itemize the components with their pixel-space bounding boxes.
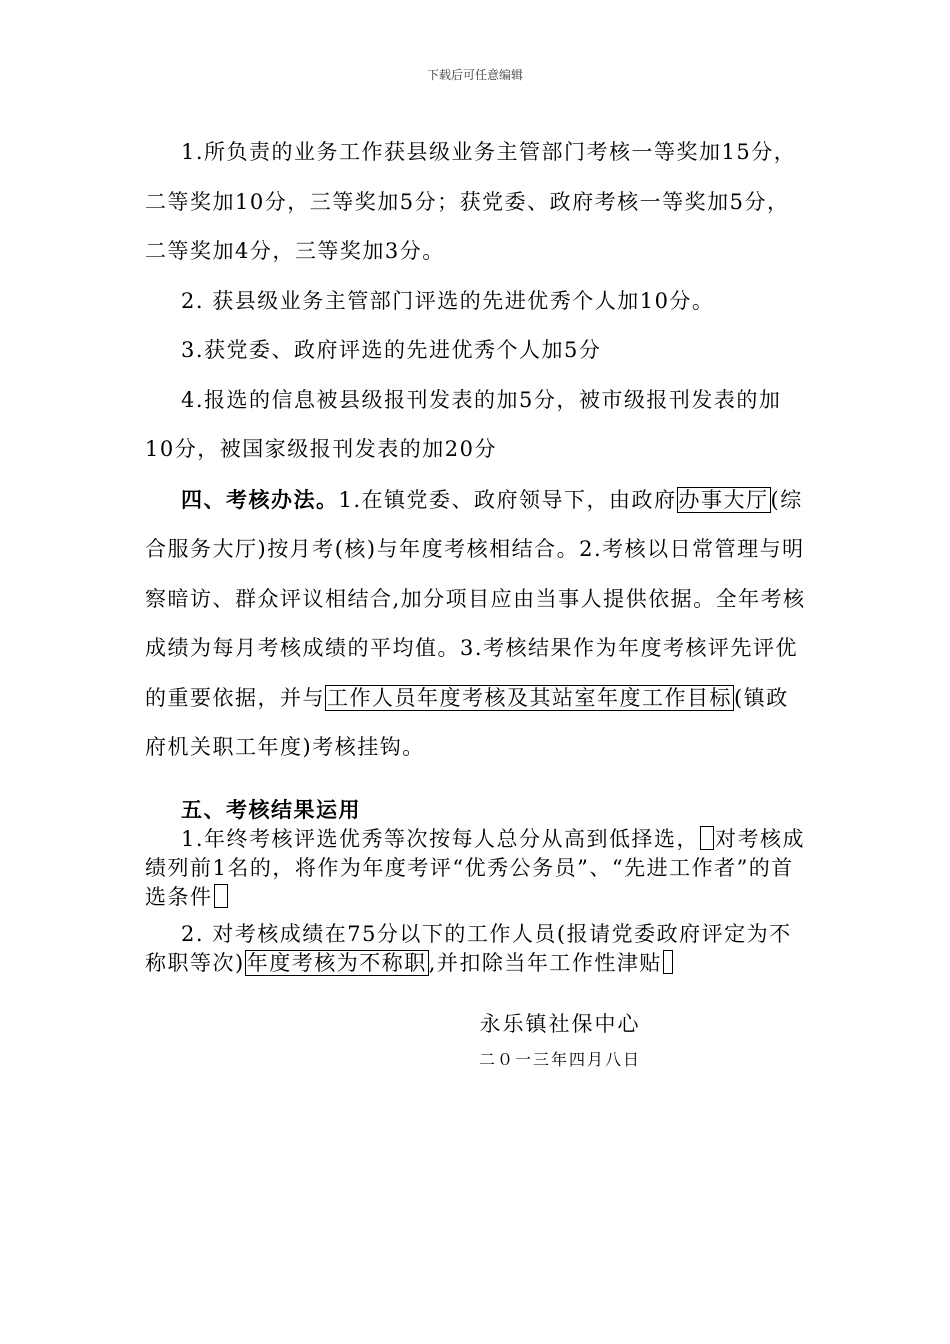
section5-item1-text-a: 1.年终考核评选优秀等次按每人总分从高到低择选， xyxy=(181,826,700,851)
section4-text3: (镇政府机关职工年度)考核挂钩。 xyxy=(145,685,789,759)
section3-item1: 1.所负责的业务工作获县级业务主管部门考核一等奖加15分，二等奖加10分，三等奖加5分；获党委、政府考核一等奖加5分，二等奖加4分，三等奖加3分。 xyxy=(145,140,797,263)
section5-item1-text-b: 对考核成绩列前1名的，将作为年度考评“优秀公务员”、“先进工作者”的首选条件 xyxy=(145,826,806,909)
placeholder-box xyxy=(700,826,714,850)
section4-text2: (综合服务大厅)按月考(核)与年度考核相结合。2.考核以日常管理与明察暗访、群众评议相结合,加分项目应由当事人提供依据。全年考核成绩为每月考核成绩的平均值。3.考核结果作为年度考核评先评优的重要依据，并与 xyxy=(145,487,806,710)
signature-org: 永乐镇社保中心 xyxy=(479,1012,641,1036)
boxed-term-office-hall: 办事大厅 xyxy=(678,487,769,512)
boxed-term-annual-assessment: 工作人员年度考核及其站室年度工作目标 xyxy=(327,685,732,710)
section5-item2 xyxy=(145,920,810,978)
signature-date: 二０一三年四月八日 xyxy=(478,1050,641,1069)
section5-item2-text-b: ,并扣除当年工作性津贴 xyxy=(428,950,662,975)
section5-item2-text-a: 2. 对考核成绩在75分以下的工作人员(报请党委政府评定为不称职等次) xyxy=(145,921,792,975)
placeholder-box xyxy=(214,884,228,908)
section4-heading: 四、考核办法。 xyxy=(181,486,339,512)
placeholder-box xyxy=(663,950,673,974)
section3-item4: 4.报选的信息被县级报刊发表的加5分，被市级报刊发表的加10分，被国家级报刊发表的加20分 xyxy=(145,387,782,461)
boxed-term-unqualified: 年度考核为不称职 xyxy=(246,950,427,975)
section5-item1 xyxy=(145,825,810,912)
page-header: 下载后可任意编辑 xyxy=(426,68,523,82)
section4-text1: 1.在镇党委、政府领导下，由政府 xyxy=(338,487,677,512)
document-body xyxy=(145,128,810,978)
section3-item3: 3.获党委、政府评选的先进优秀个人加5分 xyxy=(181,338,602,362)
section4-paragraph xyxy=(145,475,810,773)
section3-item2: 2. 获县级业务主管部门评选的先进优秀个人加10分。 xyxy=(181,288,715,313)
section5-heading: 五、考核结果运用 xyxy=(181,796,361,822)
